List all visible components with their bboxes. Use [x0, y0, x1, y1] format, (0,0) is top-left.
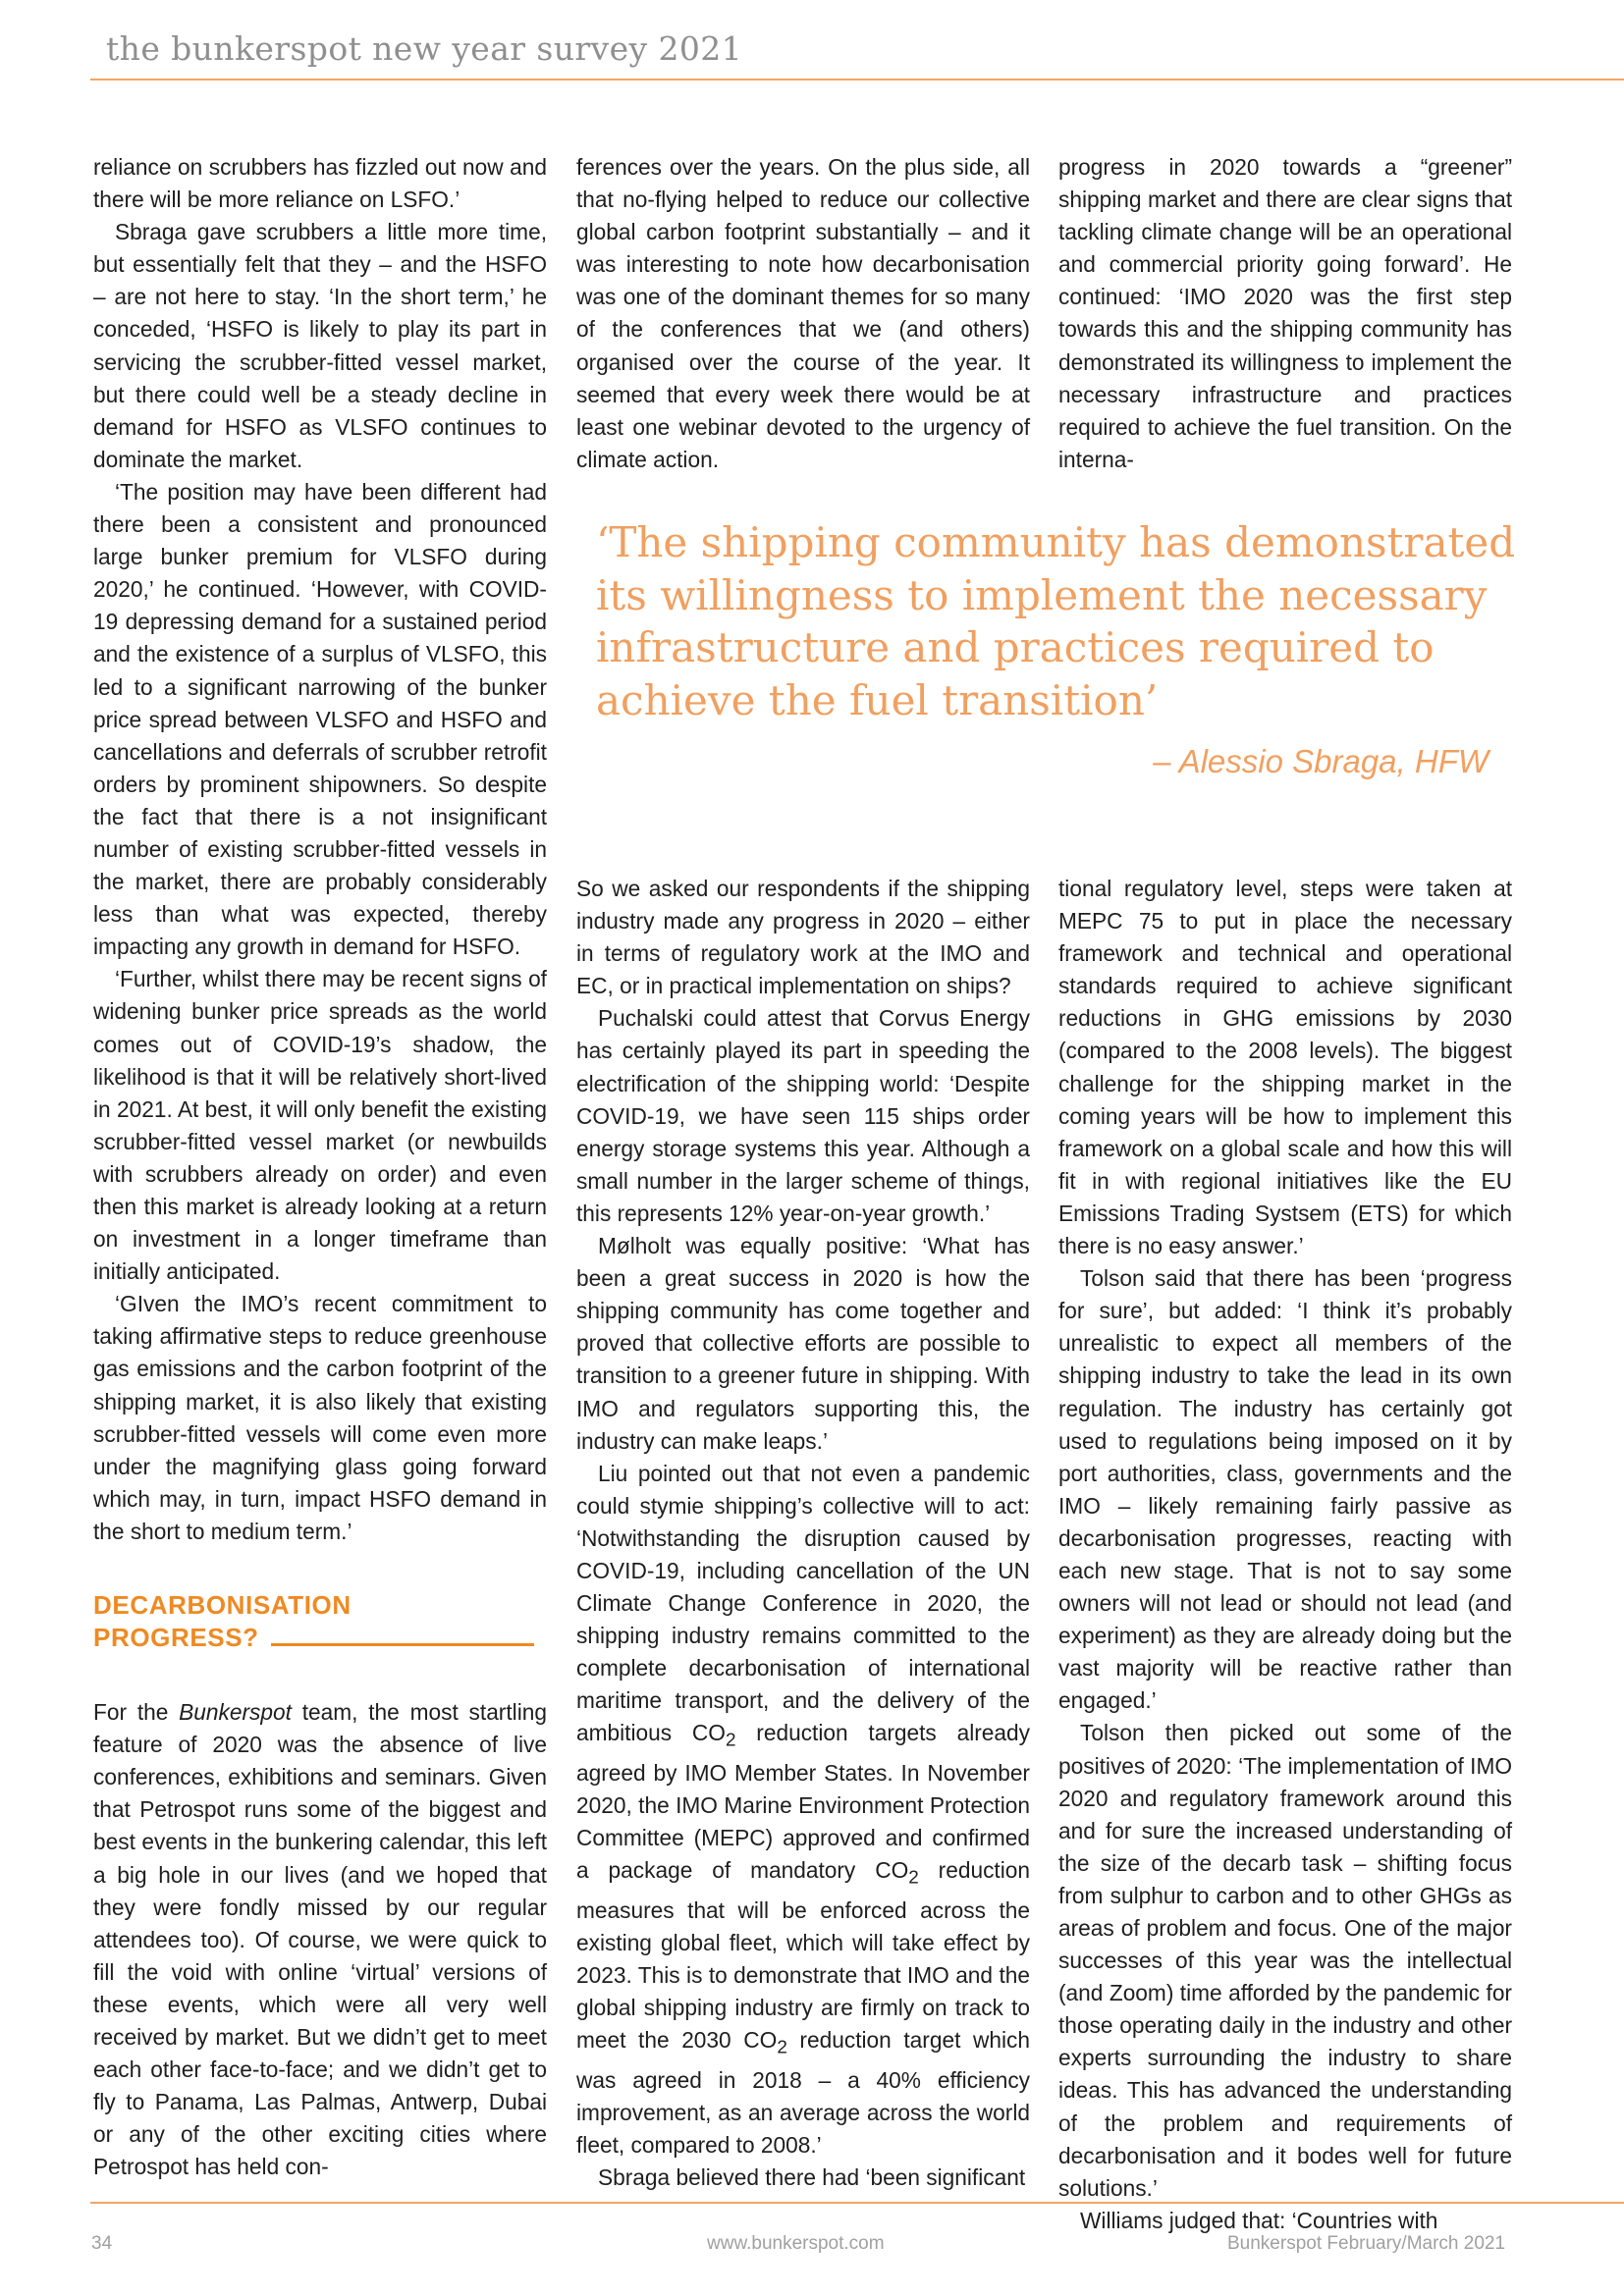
- paragraph: progress in 2020 towards a “greener” shipping market and there are clear signs that tackling climate change will be an operational and commercial priority going forward’. He continued: ‘IMO 2020 was the first step towards this and the shipping community has demonstrated its willingness to implement the necessary infrastructure and practices required to achieve the fuel transition. On the interna-: [1058, 154, 1512, 472]
- paragraph: ‘The position may have been different had there been a consistent and pronounced large bunker premium for VLSFO during 2020,’ he continued. ‘However, with COVID-19 depressing demand for a sustained period and the existence of a surplus of VLSFO, this led to a significant narrowing of the bunker price spread between VLSFO and HSFO and cancellations and deferrals of scrubber retrofit orders by prominent shipowners. So despite the fact that there is a not insignificant number of existing scrubber-fitted vessels in the market, there are probably considerably less than what was expected, thereby impacting any growth in demand for HSFO.: [93, 478, 547, 960]
- paragraph: ferences over the years. On the plus side, all that no-flying helped to reduce our collective global carbon footprint substantially – and it was interesting to note how decarbonisation was one of the dominant themes for so many of the conferences that we (and others) organised over the course of the year. It seemed that every week there would be at least one webinar devoted to the urgency of climate action.: [576, 154, 1030, 472]
- pull-quote-attribution: – Alessio Sbraga, HFW: [1153, 743, 1489, 779]
- text-run: team, the most startling feature of 2020 was the absence of live conferences, exhibitions and seminars. Given that Petrospot runs some of the biggest and best events in the bunkering calendar, this left a big hole in our lives (and we hoped that they were fondly missed by our regular attendees too). Of course, we were quick to fill the void with online ‘virtual’ versions of these events, which were all very well received by market. But we didn’t get to meet each other face-to-face; and we didn’t get to fly to Panama, Las Palmas, Antwerp, Dubai or any of the other exciting cities where Petrospot has held con-: [93, 1699, 547, 2180]
- paragraph: ‘GIven the IMO’s recent commitment to taking affirmative steps to reduce greenhouse gas emissions and the carbon footprint of the shipping market, it is also likely that existing scrubber-fitted vessels will come even more under the magnifying glass going forward which may, in turn, impact HSFO demand in the short to medium term.’: [93, 1291, 547, 1544]
- issue-label: Bunkerspot February/March 2021: [1227, 2233, 1506, 2254]
- paragraph: tional regulatory level, steps were taken at MEPC 75 to put in place the necessary framework and technical and operational standards required to achieve significant reductions in GHG emissions by 2030 (compared to the 2008 levels). The biggest challenge for the shipping market in the coming years will be how to implement this framework on a global scale and how this will fit in with regional initiatives like the EU Emissions Trading Systsem (ETS) for which there is no easy answer.’: [1058, 876, 1512, 1259]
- section-heading-line2: PROGRESS?: [93, 1623, 259, 1653]
- footer-rule: [90, 2202, 1624, 2204]
- subscript: 2: [908, 1867, 919, 1889]
- section-heading: [93, 1589, 547, 1654]
- page-number: 34: [91, 2233, 113, 2254]
- text-run: Liu pointed out that not even a pandemic could stymie shipping’s collective will to act: ‘Notwithstanding the disruption caused by COVID-19, including cancellation of the UN Climate Change Conference in 2020, the shipping industry remains committed to the complete decarbonisation of international maritime transport, and the delivery of the ambitious CO: [576, 1460, 1030, 1746]
- paragraph: So we asked our respondents if the shipping industry made any progress in 2020 – either in terms of regulatory work at the IMO and EC, or in practical implementation on ships?: [576, 876, 1030, 999]
- paragraph: Williams judged that: ‘Countries with: [1080, 2207, 1438, 2233]
- paragraph: Mølholt was equally positive: ‘What has been a great success in 2020 is how the shipping community has come together and proved that collective efforts are possible to transition to a greener future in shipping. With IMO and regulators supporting this, the industry can make leaps.’: [576, 1233, 1030, 1454]
- subscript: 2: [725, 1730, 736, 1751]
- heading-underline: [271, 1643, 534, 1646]
- paragraph: Puchalski could attest that Corvus Energy has certainly played its part in speeding the electrification of the shipping world: ‘Despite COVID-19, we have seen 115 ships order energy storage systems this year. Although a small number in the larger scheme of things, this represents 12% year-on-year growth.’: [576, 1005, 1030, 1226]
- paragraph: ‘Further, whilst there may be recent signs of widening bunker price spreads as the world comes out of COVID-19’s shadow, the likelihood is that it will be relatively short-lived in 2021. At best, it will only benefit the existing scrubber-fitted vessel market (or newbuilds with scrubbers already on order) and even then this market is already looking at a return on investment in a longer timeframe than initially anticipated.: [93, 966, 547, 1285]
- paragraph: Tolson said that there has been ‘progress for sure’, but added: ‘I think it’s probably unrealistic to expect all members of the shipping industry to take the lead in its own regulation. The industry has certainly got used to regulations being imposed on it by port authorities, class, governments and the IMO – likely remaining fairly passive as decarbonisation progresses, reacting with each new stage. That is not to say some owners will not lead or should not lead (and experiment) as they are already doing but the vast majority will be reactive rather than engaged.’: [1058, 1265, 1512, 1714]
- pull-quote: ‘The shipping community has demonstrated its willingness to implement the necessary infrastructure and practices required to achieve the fuel transition’: [596, 518, 1516, 724]
- header-rule: [90, 79, 1624, 80]
- paragraph: reliance on scrubbers has fizzled out now and there will be more reliance on LSFO.’: [93, 154, 547, 213]
- running-title: the bunkerspot new year survey 2021: [106, 29, 743, 68]
- website-link[interactable]: www.bunkerspot.com: [707, 2233, 885, 2254]
- paragraph: [576, 1458, 1030, 2163]
- column-3-top: [1058, 151, 1512, 476]
- column-1: [93, 151, 547, 2183]
- text-run: For the: [93, 1699, 180, 1726]
- text-run: reduction targets already agreed by IMO Member States. In November 2020, the IMO Marine Environment Protection Committee (MEPC) approved and confirmed a package of mandatory CO: [576, 1720, 1031, 1884]
- section-heading-line2-wrap: [93, 1622, 547, 1654]
- column-3-bottom: [1058, 873, 1512, 2237]
- text-run: reduction target which was agreed in 2018 – a 40% efficiency improvement, as an average across the world fleet, compared to 2008.’: [576, 2027, 1031, 2159]
- column-2-bottom: [576, 873, 1030, 2194]
- column-2-top: [576, 151, 1030, 476]
- paragraph: [93, 1696, 547, 2183]
- subscript: 2: [777, 2037, 787, 2058]
- paragraph: Tolson then picked out some of the positives of 2020: ‘The implementation of IMO 2020 and regulatory framework around this and for sure the increased understanding of the size of the decarb task – shifting focus from sulphur to carbon and to other GHGs as areas of problem and focus. One of the major successes of this year was the intellectual (and Zoom) time afforded by the pandemic for those operating daily in the industry and other experts surrounding the industry to share ideas. This has advanced the understanding of the problem and requirements of decarbonisation and it bodes well for future solutions.’: [1058, 1720, 1512, 2201]
- paragraph: Sbraga gave scrubbers a little more time, but essentially felt that they – and the HSFO – are not here to stay. ‘In the short term,’ he conceded, ‘HSFO is likely to play its part in servicing the scrubber-fitted vessel market, but there could well be a steady decline in demand for HSFO as VLSFO continues to dominate the market.: [93, 219, 547, 472]
- publication-name: Bunkerspot: [179, 1699, 292, 1726]
- section-heading-line1: DECARBONISATION: [93, 1590, 352, 1621]
- paragraph: Sbraga believed there had ‘been significant: [598, 2164, 1026, 2191]
- text-run: reduction measures that will be enforced across the existing global fleet, which will take effect by 2023. This is to demonstrate that IMO and the global shipping industry are firmly on track to meet the 2030 CO: [576, 1857, 1031, 2054]
